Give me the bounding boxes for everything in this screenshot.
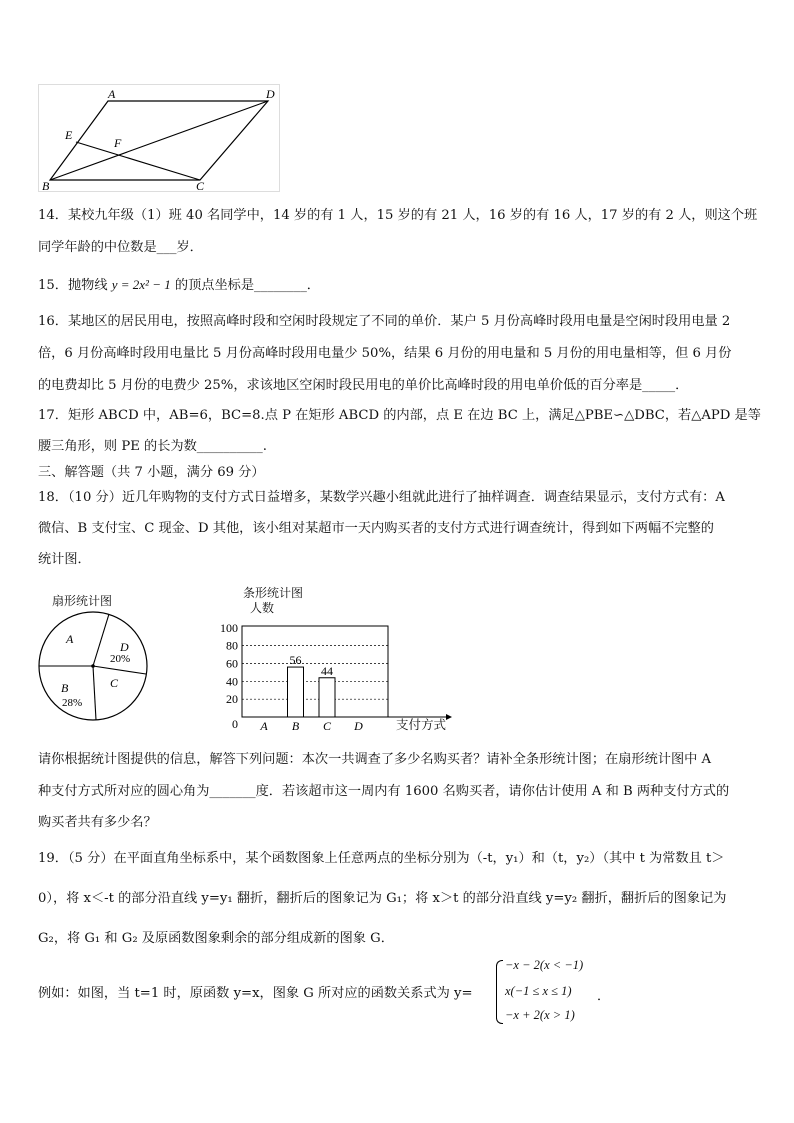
question-18-line2: 微信、B 支付宝、C 现金、D 其他，该小组对某超市一天内购买者的支付方式进行调查统计，得到如下两幅不完整的 xyxy=(38,521,714,536)
question-19-period: ． xyxy=(597,989,611,1004)
question-17-line2: 腰三角形，则 PE 的长为数__________. xyxy=(38,439,267,454)
segment-bd xyxy=(50,101,268,180)
point-label-d: D xyxy=(266,87,275,101)
y-tick-label: 40 xyxy=(226,674,238,689)
piecewise-case-1: −x − 2(x < −1) xyxy=(505,958,584,972)
x-tick-label: C xyxy=(322,719,332,733)
point-label-f: F xyxy=(114,136,122,150)
question-14-line2: 同学年龄的中位数是___岁． xyxy=(38,240,203,255)
x-tick-label: B xyxy=(291,719,300,733)
question-15-suffix: 的顶点坐标是________． xyxy=(174,278,320,293)
bar-value-label: 44 xyxy=(321,663,333,678)
point-label-c: C xyxy=(196,179,205,192)
question-18-line4: 请你根据统计图提供的信息，解答下列问题：本次一共调查了多少名购买者？请补全条形统计图；在扇形统计图中 A xyxy=(38,752,712,767)
question-18-line3: 统计图． xyxy=(38,552,91,567)
question-19-line2: 0），将 x＜-t 的部分沿直线 y=y₁ 翻折，翻折后的图象记为 G₁；将 x＞t 的部分沿直线 y=y₂ 翻折，翻折后的图象记为 xyxy=(38,891,727,906)
question-19-example: 例如：如图，当 t=1 时，原函数 y=x，图象 G 所对应的函数关系式为 y= xyxy=(38,986,473,1001)
bar-chart-xlabel: 支付方式 xyxy=(396,717,447,732)
question-16-line2: 倍，6 月份高峰时段用电量比 5 月份高峰时段用电量少 50%，结果 6 月份的用电量和 5 月份的用电量相等，但 6 月份 xyxy=(38,346,732,361)
pie-chart-title: 扇形统计图 xyxy=(52,594,113,608)
bar xyxy=(288,667,304,717)
question-15-formula: y = 2x² − 1 xyxy=(111,277,171,292)
pie-label-a: A xyxy=(66,632,74,646)
y-tick-label: 100 xyxy=(220,620,238,635)
bar xyxy=(319,678,335,717)
piecewise-brace xyxy=(496,960,503,1024)
question-15-prefix: 15．抛物线 xyxy=(38,278,108,293)
question-18-line6: 购买者共有多少名？ xyxy=(38,815,157,830)
question-18-line1: 18．（10 分）近几年购物的支付方式日益增多，某数学兴趣小组就此进行了抽样调查．调查结果显示，支付方式有：A xyxy=(38,490,725,505)
y-tick-label: 60 xyxy=(226,656,238,671)
x-tick-label: D xyxy=(354,719,363,733)
bar-chart-title: 条形统计图 xyxy=(243,586,304,600)
y-tick-label: 0 xyxy=(232,717,238,731)
point-label-b: B xyxy=(42,179,50,192)
x-axis-arrow xyxy=(446,714,452,720)
parallelogram-figure xyxy=(38,84,280,192)
piecewise-case-2: x(−1 ≤ x ≤ 1) xyxy=(505,984,572,998)
pie-label-d: D xyxy=(120,640,129,654)
question-16-line1: 16．某地区的居民用电，按照高峰时段和空闲时段规定了不同的单价．某户 5 月份高峰时段用电量是空闲时段用电量 2 xyxy=(38,314,731,329)
question-14-line1: 14．某校九年级（1）班 40 名同学中，14 岁的有 1 人，15 岁的有 21 人，16 岁的有 16 人，17 岁的有 2 人，则这个班 xyxy=(38,208,758,223)
point-label-a: A xyxy=(108,87,116,101)
pie-pct-d: 20% xyxy=(110,653,131,665)
y-tick-label: 20 xyxy=(226,692,238,707)
plot-frame xyxy=(242,626,388,717)
pie-label-b: B xyxy=(61,681,69,695)
bar-value-label: 56 xyxy=(289,653,302,668)
question-15 xyxy=(38,276,320,295)
pie-chart xyxy=(34,610,152,722)
question-16-line3: 的电费却比 5 月份的电费少 25%，求该地区空闲时段民用电的单价比高峰时段的用电单价低的百分率是_____． xyxy=(38,378,689,393)
question-19-line1: 19．（5 分）在平面直角坐标系中，某个函数图象上任意两点的坐标分别为（-t，y₁）和（t，y₂）（其中 t 为常数且 t＞ xyxy=(38,851,725,866)
bar-chart-ylabel: 人数 xyxy=(250,601,275,615)
piecewise-case-3: −x + 2(x > 1) xyxy=(505,1008,575,1022)
pie-pct-b: 28% xyxy=(62,697,83,709)
section-3-heading: 三、解答题（共 7 小题，满分 69 分） xyxy=(38,465,265,480)
pie-label-c: C xyxy=(110,676,119,690)
x-tick-label: A xyxy=(260,719,268,733)
point-label-e: E xyxy=(65,128,73,142)
question-19-line3: G₂，将 G₁ 和 G₂ 及原函数图象剩余的部分组成新的图象 G． xyxy=(38,931,394,946)
question-18-line5: 种支付方式所对应的圆心角为_______度．若该超市这一周内有 1600 名购买者，请你估计使用 A 和 B 两种支付方式的 xyxy=(38,784,730,799)
y-tick-label: 80 xyxy=(226,638,238,653)
question-17-line1: 17．矩形 ABCD 中，AB=6，BC=8.点 P 在矩形 ABCD 的内部，点 E 在边 BC 上，满足△PBE∽△DBC，若△APD 是等 xyxy=(38,408,761,423)
